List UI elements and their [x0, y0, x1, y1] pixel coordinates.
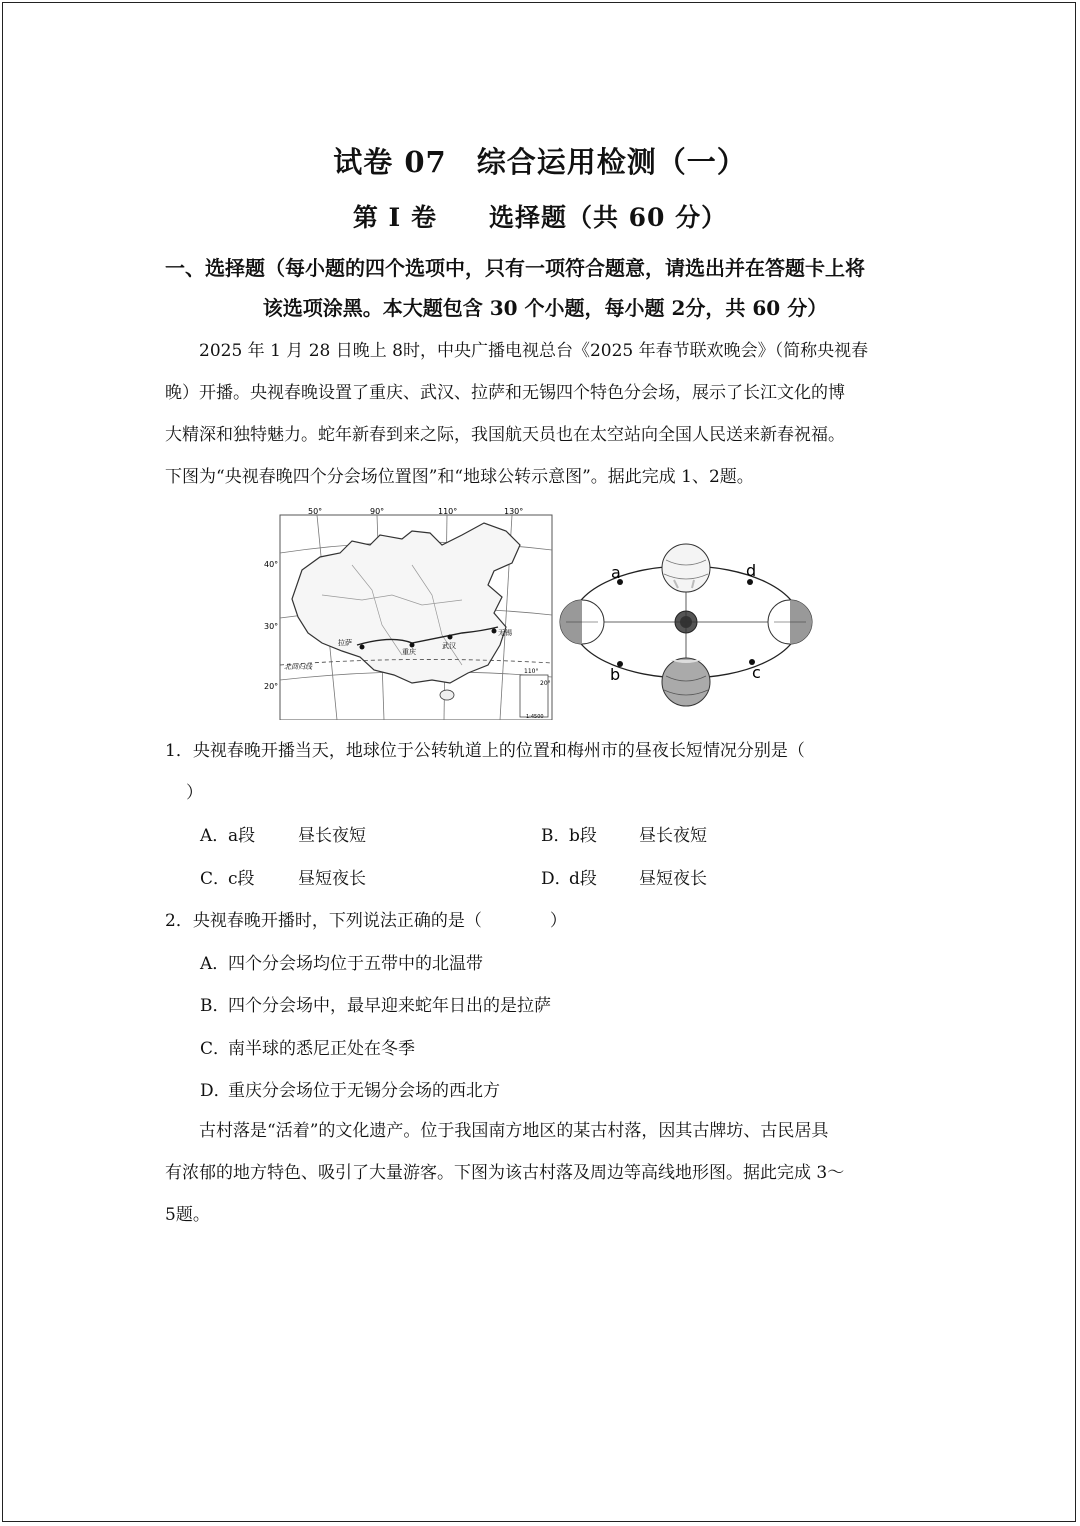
- orbit-label-a: a: [611, 563, 621, 582]
- scale-label: 1:4500: [526, 714, 544, 720]
- earth-top: [662, 544, 710, 592]
- lat-label: 20°: [264, 682, 279, 691]
- instructions-line-1: 一、选择题（每小题的四个选项中，只有一项符合题意，请选出并在答题卡上将: [165, 256, 865, 280]
- option-segment: d段: [569, 869, 597, 889]
- passage-1-line: 下图为“央视春晚四个分会场位置图”和“地球公转示意图”。据此完成 1、2题。: [165, 467, 754, 487]
- inset-label: 20°: [540, 680, 551, 687]
- option-text: 重庆分会场位于无锡分会场的西北方: [228, 1081, 500, 1101]
- option-text: 昼长夜短: [639, 826, 707, 846]
- passage-2: [165, 1110, 925, 1236]
- page-title: 试卷 07 综合运用检测（一）: [333, 145, 747, 179]
- lon-label: 110°: [438, 507, 458, 516]
- passage-1-line: 大精深和独特魅力。蛇年新春到来之际，我国航天员也在太空站向全国人民送来新春祝福。: [165, 425, 845, 445]
- question-2-option-c[interactable]: [200, 1034, 415, 1059]
- tropic-label: 北回归线: [284, 663, 312, 671]
- option-letter: A．: [200, 954, 230, 974]
- lon-label: 50°: [308, 507, 323, 516]
- city-label-wuhan: 武汉: [442, 642, 456, 650]
- option-text: 四个分会场中，最早迎来蛇年日出的是拉萨: [228, 996, 551, 1016]
- option-letter: B．: [541, 826, 571, 846]
- option-letter: C．: [200, 1039, 231, 1059]
- option-segment: a段: [228, 826, 256, 846]
- earth-bottom: [662, 658, 710, 706]
- orbit-label-c: c: [752, 663, 761, 682]
- option-text: 昼短夜长: [298, 869, 366, 889]
- option-text: 南半球的悉尼正处在冬季: [228, 1039, 415, 1059]
- earth-right: [768, 600, 812, 644]
- option-letter: A．: [200, 826, 230, 846]
- question-2-stem: 2．央视春晚开播时，下列说法正确的是（ ）: [165, 911, 567, 931]
- option-segment: b段: [569, 826, 597, 846]
- option-letter: B．: [200, 996, 230, 1016]
- option-letter: C．: [200, 869, 231, 889]
- lon-label: 90°: [370, 507, 385, 516]
- passage-1-line: 晚）开播。央视春晚设置了重庆、武汉、拉萨和无锡四个特色分会场，展示了长江文化的博: [165, 383, 845, 403]
- question-2-option-d[interactable]: [200, 1076, 500, 1101]
- section-subtitle: 第 I 卷 选择题（共 60 分）: [352, 203, 728, 232]
- question-2-option-b[interactable]: [200, 991, 551, 1016]
- question-1-option-c[interactable]: [200, 864, 366, 889]
- orbit-label-b: b: [610, 665, 621, 684]
- option-segment: c段: [228, 869, 255, 889]
- option-letter: D．: [200, 1081, 231, 1101]
- city-label-wuxi: 无锡: [498, 629, 512, 637]
- question-1-stem: 1．央视春晚开播当天，地球位于公转轨道上的位置和梅州市的昼夜长短情况分别是（: [165, 741, 805, 761]
- question-2-option-a[interactable]: [200, 949, 483, 974]
- passage-2-line: 5题。: [165, 1205, 210, 1225]
- option-text: 四个分会场均位于五带中的北温带: [228, 954, 483, 974]
- question-1-option-d[interactable]: [541, 864, 707, 889]
- lat-label: 30°: [264, 622, 279, 631]
- earth-orbit-figure: [556, 540, 818, 720]
- earth-left: [560, 600, 604, 644]
- question-1-option-b[interactable]: [541, 821, 707, 846]
- city-label-chongqing: 重庆: [402, 648, 416, 656]
- option-text: 昼长夜短: [298, 826, 366, 846]
- instructions-line-2: 该选项涂黑。本大题包含 30 个小题，每小题 2分，共 60 分）: [262, 296, 828, 320]
- passage-1: [165, 330, 925, 498]
- orbit-label-d: d: [746, 561, 757, 580]
- passage-2-line: 有浓郁的地方特色、吸引了大量游客。下图为该古村落及周边等高线地形图。据此完成 3～: [165, 1163, 845, 1183]
- question-1-stem-end: ）: [186, 783, 203, 803]
- question-1-option-a[interactable]: [200, 821, 366, 846]
- lon-label: 130°: [504, 507, 524, 516]
- inset-label: 110°: [524, 668, 539, 675]
- option-letter: D．: [541, 869, 572, 889]
- passage-1-line: 2025 年 1 月 28 日晚上 8时，中央广播电视总台《2025 年春节联欢晚会》（简称央视春: [199, 341, 869, 361]
- lat-label: 40°: [264, 560, 279, 569]
- option-text: 昼短夜长: [639, 869, 707, 889]
- china-map-figure: [262, 505, 554, 720]
- passage-2-line: 古村落是“活着”的文化遗产。位于我国南方地区的某古村落，因其古牌坊、古民居具: [199, 1121, 829, 1141]
- city-label-lhasa: 拉萨: [338, 639, 352, 647]
